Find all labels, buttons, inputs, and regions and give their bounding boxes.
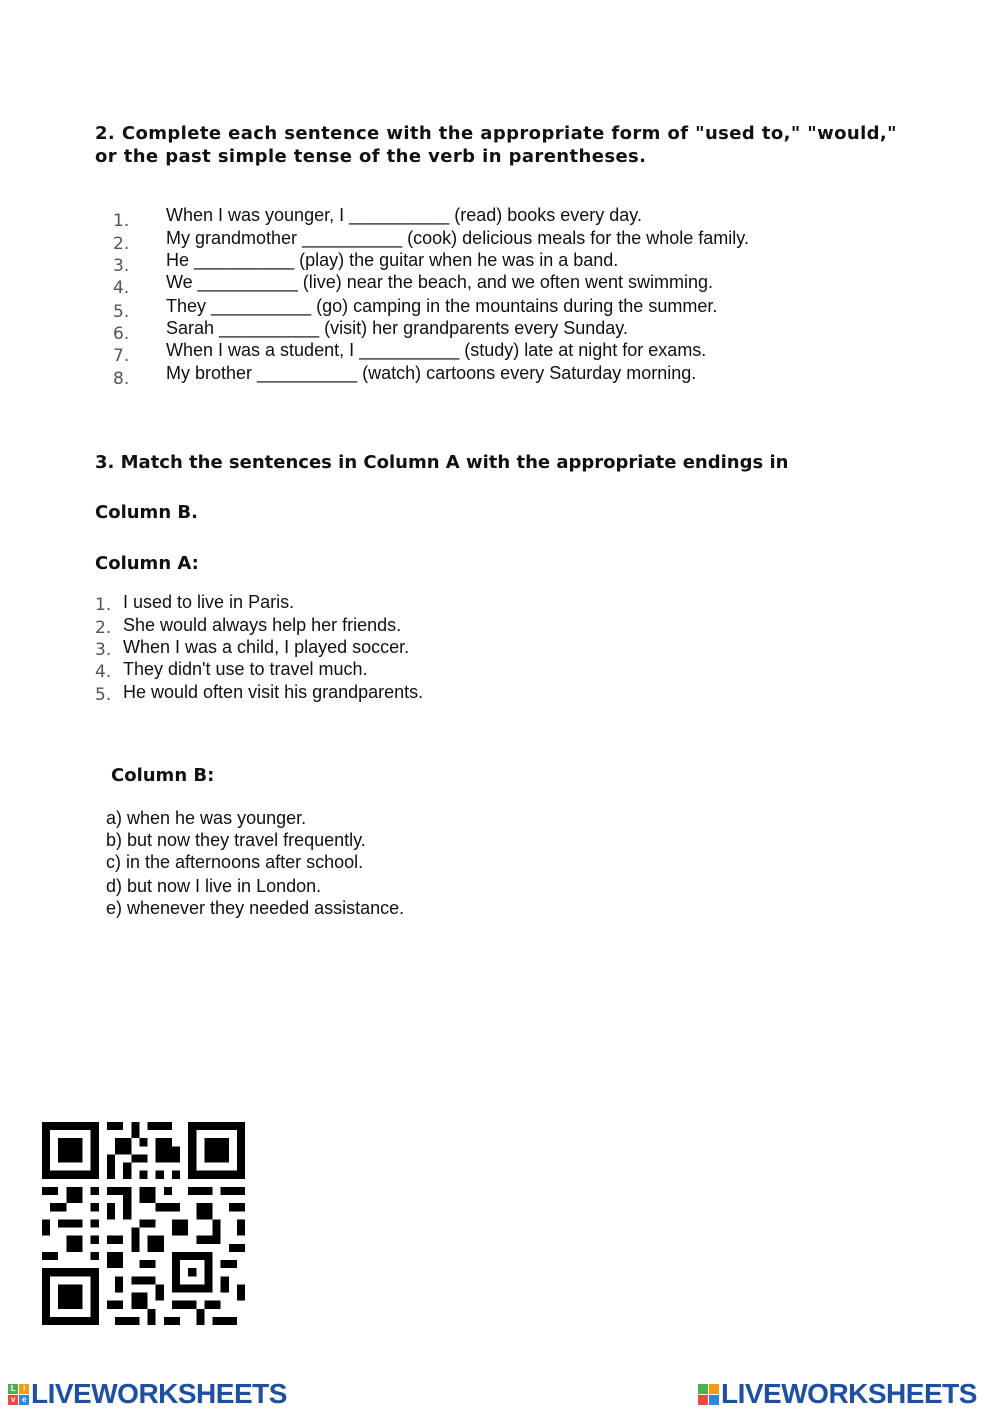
logo-mark-icon: L i v e bbox=[8, 1384, 29, 1405]
item-number: 2. bbox=[113, 234, 130, 254]
section-3-heading-cont: Column B. bbox=[95, 502, 198, 523]
list-item: c) in the afternoons after school. bbox=[106, 852, 364, 872]
item-number: 4. bbox=[113, 278, 130, 298]
item-sentence: Sarah __________ (visit) her grandparents every Sunday. bbox=[166, 318, 628, 338]
brand-logo-left[interactable] bbox=[8, 1378, 287, 1410]
item-number: 5. bbox=[95, 685, 112, 705]
item-sentence: They didn't use to travel much. bbox=[123, 659, 368, 679]
item-number: 5. bbox=[113, 302, 130, 322]
item-sentence: When I was a child, I played soccer. bbox=[123, 637, 410, 657]
list-item: a) when he was younger. bbox=[106, 808, 307, 828]
item-sentence: My grandmother __________ (cook) delicious meals for the whole family. bbox=[166, 228, 749, 248]
item-number: 3. bbox=[95, 640, 112, 660]
item-sentence: We __________ (live) near the beach, and we often went swimming. bbox=[166, 272, 713, 292]
brand-logo-right[interactable] bbox=[698, 1378, 977, 1410]
logo-mark-icon bbox=[698, 1384, 719, 1405]
item-number: 1. bbox=[113, 211, 130, 231]
brand-text: LIVEWORKSHEETS bbox=[31, 1378, 287, 1409]
list-item: b) but now they travel frequently. bbox=[106, 830, 366, 850]
item-sentence: They __________ (go) camping in the mountains during the summer. bbox=[166, 296, 718, 316]
item-number: 6. bbox=[113, 324, 130, 344]
list-item: d) but now I live in London. bbox=[106, 876, 322, 896]
item-sentence: When I was younger, I __________ (read) books every day. bbox=[166, 205, 642, 225]
qr-code-icon[interactable] bbox=[42, 1122, 245, 1325]
item-number: 2. bbox=[95, 618, 112, 638]
item-number: 3. bbox=[113, 256, 130, 276]
item-number: 8. bbox=[113, 369, 130, 389]
item-sentence: I used to live in Paris. bbox=[123, 592, 295, 612]
item-sentence: My brother __________ (watch) cartoons every Saturday morning. bbox=[166, 363, 697, 383]
section-3-heading: 3. Match the sentences in Column A with the appropriate endings in bbox=[95, 452, 789, 473]
column-a-title: Column A: bbox=[95, 553, 199, 574]
brand-text: LIVEWORKSHEETS bbox=[721, 1378, 977, 1409]
section-2-heading: 2. Complete each sentence with the appropriate form of "used to," "would," or the past simple tense of the verb in parentheses. bbox=[95, 123, 897, 167]
item-number: 7. bbox=[113, 346, 130, 366]
item-sentence: When I was a student, I __________ (study) late at night for exams. bbox=[166, 340, 707, 360]
item-number: 1. bbox=[95, 595, 112, 615]
item-sentence: He would often visit his grandparents. bbox=[123, 682, 424, 702]
item-number: 4. bbox=[95, 662, 112, 682]
column-b-title: Column B: bbox=[111, 765, 215, 786]
item-sentence: He __________ (play) the guitar when he was in a band. bbox=[166, 250, 619, 270]
item-sentence: She would always help her friends. bbox=[123, 615, 402, 635]
list-item: e) whenever they needed assistance. bbox=[106, 898, 405, 918]
